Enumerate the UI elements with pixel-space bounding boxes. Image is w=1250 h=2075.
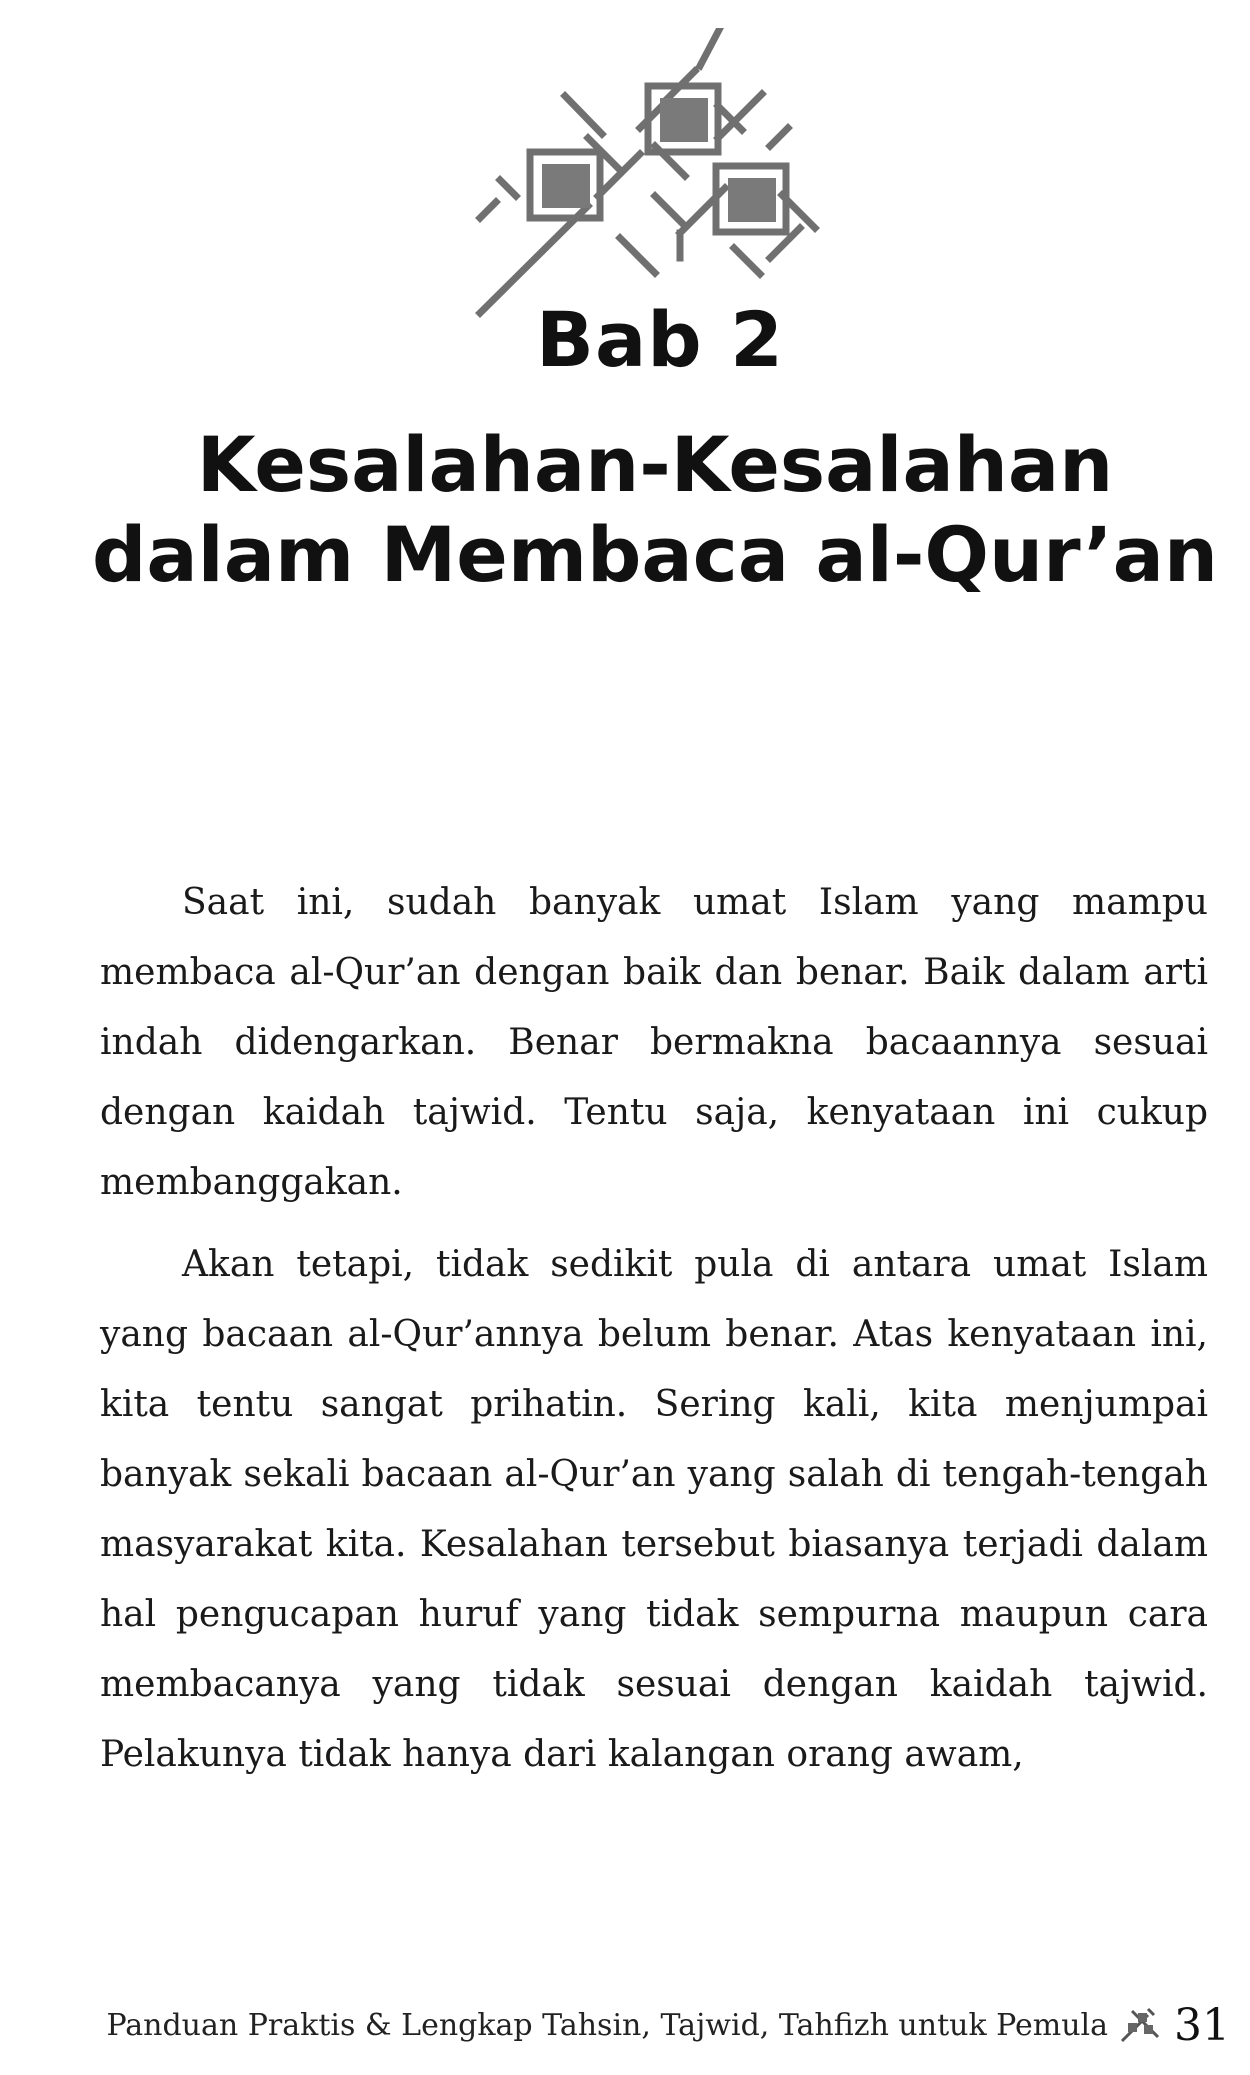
chapter-number: Bab 2 bbox=[536, 295, 784, 384]
chapter-title bbox=[60, 420, 1250, 600]
paragraph: Akan tetapi, tidak sedikit pula di antara umat Islam yang bacaan al-Qur’annya belum benar. Atas kenyataan ini, kita tentu sangat prihatin. Sering kali, kita menjumpai banyak sekali bacaan al-Qur’an yang salah di tengah-tengah masyarakat kita. Kesalahan tersebut biasanya terjadi dalam hal pengucapan huruf yang tidak sempurna maupun cara membacanya yang tidak sesuai dengan kaidah tajwid. Pelakunya tidak hanya dari kalangan orang awam, bbox=[100, 1244, 1208, 1775]
page-footer bbox=[100, 2000, 1230, 2050]
chapter-title-line-1: Kesalahan-Kesalahan bbox=[196, 420, 1114, 509]
chapter-title-line-2: dalam Membaca al-Qur’an bbox=[91, 510, 1219, 599]
paragraph: Saat ini, sudah banyak umat Islam yang mampu membaca al-Qur’an dengan baik dan benar. Baik dalam arti indah didengarkan. Benar bermakna bacaannya sesuai dengan kaidah tajwid. Tentu saja, kenyataan ini cukup membanggakan. bbox=[100, 882, 1208, 1203]
chapter-ornament-icon bbox=[470, 28, 830, 328]
footer-book-title: Panduan Praktis & Lengkap Tahsin, Tajwid, Tahfizh untuk Pemula bbox=[106, 2007, 1108, 2043]
body-text bbox=[100, 868, 1208, 1802]
page-number: 31 bbox=[1174, 1999, 1230, 2051]
ornament-icon bbox=[1118, 2005, 1162, 2045]
